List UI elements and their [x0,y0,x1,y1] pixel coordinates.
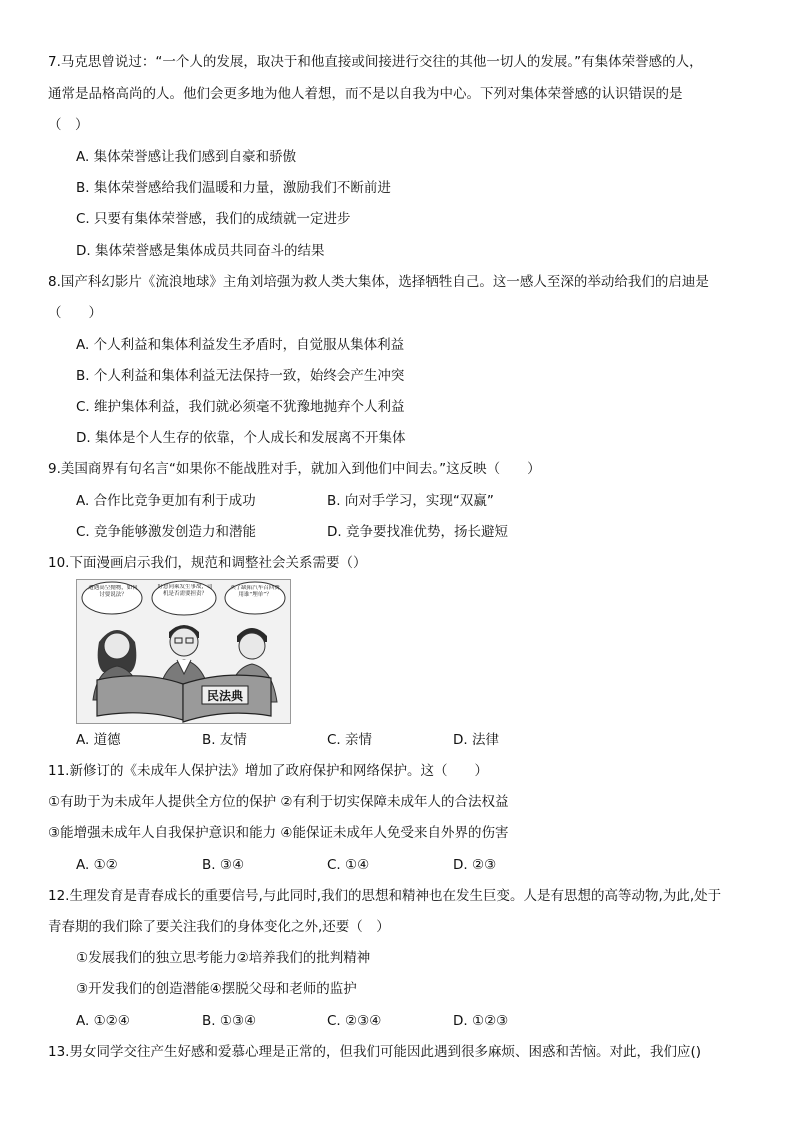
comic-drawing [77,580,290,723]
q11-option-b: B. ③④ [202,857,245,873]
q11-statement-line2: ③能增强未成年人自我保护意识和能力 ④能保证未成年人免受来自外界的伤害 [48,825,509,841]
civil-code-comic [76,579,291,724]
q9-option-c: C. 竞争能够激发创造力和潜能 [76,524,257,540]
q7-option-b: B. 集体荣誉感给我们温暖和力量，激励我们不断前进 [76,180,391,196]
q12-option-b: B. ①③④ [202,1013,257,1029]
q11-option-c: C. ①④ [327,857,370,873]
q8-option-d: D. 集体是个人生存的依靠，个人成长和发展离不开集体 [76,430,406,446]
q11-option-d: D. ②③ [453,857,497,873]
q10-option-d: D. 法律 [453,732,499,748]
q13-stem-line1: 13.男女同学交往产生好感和爱慕心理是正常的，但我们可能因此遇到很多麻烦、困惑和苦恼。对此，我们应() [48,1044,702,1060]
q8-option-c: C. 维护集体利益，我们就必须毫不犹豫地抛弃个人利益 [76,399,405,415]
q10-option-a: A. 道德 [76,732,121,748]
q12-statement-line2: ③开发我们的创造潜能④摆脱父母和老师的监护 [76,981,357,997]
q12-statement-line1: ①发展我们的独立思考能力②培养我们的批判精神 [76,950,371,966]
q7-stem-line1: 7.马克思曾说过：“一个人的发展，取决于和他直接或间接进行交往的其他一切人的发展。”有集体荣誉感的人， [48,54,703,70]
q12-stem-line1: 12.生理发育是青春成长的重要信号,与此同时,我们的思想和精神也在发生巨变。人是有思想的高等动物,为此,处于 [48,888,722,904]
q7-option-a: A. 集体荣誉感让我们感到自豪和骄傲 [76,149,297,165]
q8-option-b: B. 个人利益和集体利益无法保持一致，始终会产生冲突 [76,368,405,384]
book-title-text: 民法典 [206,689,244,703]
bubble-1-text: 遭遇高空抛物，如何讨要说法？ [88,585,138,598]
q12-option-c: C. ②③④ [327,1013,382,1029]
q10-option-c: C. 亲情 [327,732,373,748]
q9-option-b: B. 向对手学习，实现“双赢” [327,493,494,509]
q8-stem-line1: 8.国产科幻影片《流浪地球》主角刘培强为救人类大集体，选择牺牲自己。这一感人至深的举动给我们的启迪是 [48,274,709,290]
q7-answer-bracket: （ ） [48,117,89,133]
q10-option-b: B. 友情 [202,732,247,748]
q8-answer-bracket: （ ） [48,305,102,321]
figure-3-face [239,633,265,659]
q11-option-a: A. ①② [76,857,118,873]
q12-option-d: D. ①②③ [453,1013,509,1029]
book-left-page [97,676,183,720]
q12-stem-line2: 青春期的我们除了要关注我们的身体变化之外,还要（ ） [48,919,390,935]
q11-stem-line1: 11.新修订的《未成年人保护法》增加了政府保护和网络保护。这（ ） [48,763,488,779]
q12-option-a: A. ①②④ [76,1013,130,1029]
figure-1-face [104,633,130,659]
bubble-2-text: 好意同乘发生事故，司机是否需要担责？ [157,584,213,597]
q7-option-d: D. 集体荣誉感是集体成员共同奋斗的结果 [76,243,325,259]
q7-stem-line2: 通常是品格高尚的人。他们会更多地为他人着想，而不是以自我为中心。下列对集体荣誉感的认识错误的是 [48,86,683,102]
figure-2-face [170,628,198,656]
q11-statement-line1: ①有助于为未成年人提供全方位的保护 ②有利于切实保障未成年人的合法权益 [48,794,509,810]
q7-option-c: C. 只要有集体荣誉感，我们的成绩就一定进步 [76,211,351,227]
q9-stem-line1: 9.美国商界有句名言“如果你不能战胜对手，就加入到他们中间去。”这反映（ ） [48,461,541,477]
q9-option-d: D. 竞争要找准优势，扬长避短 [327,524,508,540]
bubble-3-text: 买了缺陷汽车召回费用谁“埋单”？ [230,585,280,598]
q9-option-a: A. 合作比竞争更加有利于成功 [76,493,256,509]
q10-stem-line1: 10.下面漫画启示我们，规范和调整社会关系需要（） [48,555,367,571]
q8-option-a: A. 个人利益和集体利益发生矛盾时，自觉服从集体利益 [76,337,405,353]
